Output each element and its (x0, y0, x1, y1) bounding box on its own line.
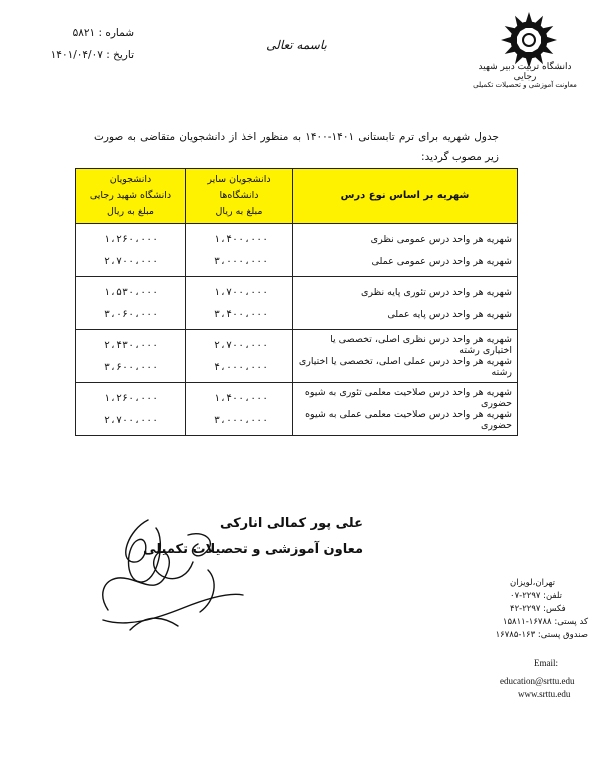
row-fee-other: ۳،۰۰۰،۰۰۰ (186, 409, 293, 436)
table-row (76, 330, 518, 357)
row-fee-srttu: ۲،۷۰۰،۰۰۰ (76, 409, 186, 436)
department-name: معاونت آموزشی و تحصیلات تکمیلی (473, 81, 577, 89)
signatory-title: معاون آموزشی و تحصیلات تکمیلی (143, 542, 363, 557)
table-row (76, 409, 518, 436)
row-description: شهریه هر واحد درس صلاحیت معلمی تئوری به شیوه حضوری (293, 383, 518, 410)
row-description: شهریه هر واحد درس عمومی نظری (293, 224, 518, 251)
signatory-name: علی پور کمالی انارکی (219, 516, 363, 531)
row-fee-other: ۳،۴۰۰،۰۰۰ (186, 303, 293, 330)
table-row (76, 383, 518, 410)
header-srttu-line3: مبلغ به ریال (107, 206, 154, 217)
intro-paragraph: جدول شهریه برای ترم تابستانی ۱۴۰۱-۱۴۰۰ به منظور اخذ از دانشجویان متقاضی به صورت زیر مصوب گردید: (94, 131, 499, 163)
contact-fax: فکس: ۲۲۹۷-۴۲ (510, 604, 566, 614)
letter-number-label: شماره : (98, 27, 134, 39)
tuition-table (75, 168, 518, 436)
row-fee-other: ۱،۴۰۰،۰۰۰ (186, 224, 293, 251)
row-description: شهریه هر واحد درس نظری اصلی، تخصصی یا اختیاری رشته (293, 330, 518, 357)
table-row (76, 250, 518, 277)
row-description: شهریه هر واحد درس عملی اصلی، تخصصی یا اختیاری رشته (293, 356, 518, 383)
row-fee-other: ۱،۴۰۰،۰۰۰ (186, 383, 293, 410)
contact-phone: تلفن: ۲۲۹۷-۰۷ (510, 591, 562, 601)
contact-postal-code: کد پستی: ۱۶۷۸۸-۱۵۸۱۱ (502, 617, 588, 627)
header-srttu-line2: دانشگاه شهید رجایی (89, 190, 172, 201)
header-srttu-line1: دانشجویان (109, 174, 152, 185)
contact-city: تهران،لویزان (510, 578, 555, 588)
university-logo-icon (493, 10, 565, 70)
letter-date-value: ۱۴۰۱/۰۴/۰۷ (50, 49, 103, 61)
header-other-line2: دانشگاه‌ها (219, 190, 259, 201)
header-other-line3: مبلغ به ریال (215, 206, 263, 217)
header-other-line1: دانشجویان سایر (207, 174, 271, 185)
letter-date-label: تاریخ : (106, 49, 134, 61)
university-name: دانشگاه تربیت دبیر شهید رجایی (478, 62, 572, 82)
row-fee-other: ۱،۷۰۰،۰۰۰ (186, 277, 293, 304)
table-row (76, 356, 518, 383)
letter-number-value: ۵۸۲۱ (72, 27, 96, 39)
row-fee-other: ۲،۷۰۰،۰۰۰ (186, 330, 293, 357)
row-description: شهریه هر واحد درس تئوری پایه نظری (293, 277, 518, 304)
contact-email[interactable]: education@srttu.edu (500, 676, 575, 686)
row-fee-srttu: ۱،۵۳۰،۰۰۰ (76, 277, 186, 304)
row-fee-srttu: ۳،۰۶۰،۰۰۰ (76, 303, 186, 330)
table-row (76, 224, 518, 251)
contact-email-label: Email: (534, 658, 558, 668)
contact-website[interactable]: www.srttu.edu (518, 689, 571, 699)
header-srttu-students (76, 169, 186, 224)
table-row (76, 277, 518, 304)
row-fee-other: ۴،۰۰۰،۰۰۰ (186, 356, 293, 383)
row-description: شهریه هر واحد درس عمومی عملی (293, 250, 518, 277)
row-fee-srttu: ۳،۶۰۰،۰۰۰ (76, 356, 186, 383)
bismillah-heading: باسمه تعالی (266, 38, 327, 52)
row-fee-other: ۳،۰۰۰،۰۰۰ (186, 250, 293, 277)
row-description: شهریه هر واحد درس پایه عملی (293, 303, 518, 330)
contact-po-box: صندوق پستی: ۱۶۳-۱۶۷۸۵ (495, 630, 588, 640)
row-fee-srttu: ۲،۷۰۰،۰۰۰ (76, 250, 186, 277)
table-row (76, 303, 518, 330)
row-description: شهریه هر واحد درس صلاحیت معلمی عملی به شیوه حضوری (293, 409, 518, 436)
header-other-universities (186, 169, 293, 224)
row-fee-srttu: ۱،۲۶۰،۰۰۰ (76, 224, 186, 251)
header-course-type: شهریه بر اساس نوع درس (293, 169, 518, 224)
row-fee-srttu: ۱،۲۶۰،۰۰۰ (76, 383, 186, 410)
table-header-row (76, 169, 518, 224)
row-fee-srttu: ۲،۴۳۰،۰۰۰ (76, 330, 186, 357)
